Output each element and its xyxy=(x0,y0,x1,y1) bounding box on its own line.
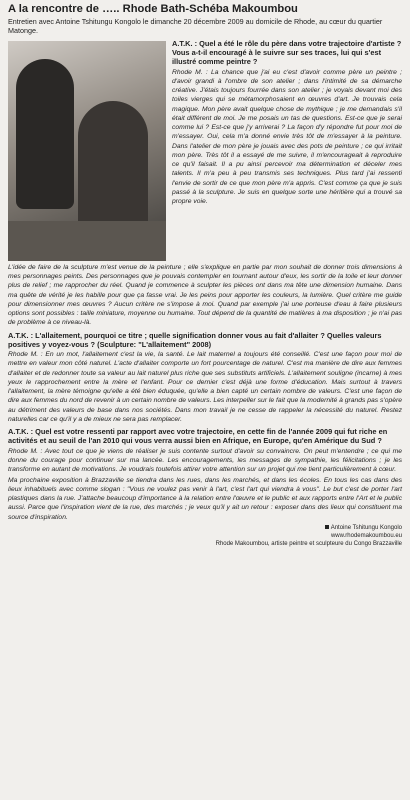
page-title xyxy=(8,2,402,16)
author-name: Antoine Tshitungu Kongolo xyxy=(330,524,402,531)
answer-2-paragraph-1: Rhode M. : En un mot, l'allaitement c'est la vie, la santé. Le lait maternel a toujours été conseillé. C'est une façon pour moi de mettre en valeur mon côté naturel. L'acte d'allaiter comporte un fort pourcentage de naturel. C'est ma manière de dire aux femmes d'allaiter et de redonner toute sa valeur au lait naturel plus riche que ses substituts artificiels. L'allaitement souligne (incarne) à mes yeux le rapprochement entre la mère et l'enfant. Pour ce dernier c'est déjà une forme d'éducation. Mais surtout à travers l'allaitement, la mère témoigne qu'elle a été bien éduquée, qu'elle a bien capté un certain nombre de valeurs. C'est une façon de dire aux femmes du nord de revenir à un certain nombre de valeurs. Les interpeller sur le fait que la modernité à grands pas s'opère au détriment des valeurs de base dans nos sociétés. Dans mon travail je ne cesse de rappeler la nécessité du naturel. Restez naturelles car ce qu'il y a de mieux ne sera pas remplacer. xyxy=(8,351,402,423)
sculpture-shape xyxy=(16,59,74,209)
artist-photo xyxy=(8,41,166,261)
answer-3-paragraph-2: Ma prochaine exposition à Brazzaville se tiendra dans les rues, dans les marchés, et dans les écoles. En tous les cas dans des lieux inhabituels avec comme slogan : "Vous ne voulez pas venir à l'art, c'est l'art qui viendra à vous". Le but c'est de porter l'art plastiques dans la rue. J'attache beaucoup d'importance à la relation entre l'œuvre et le public et aux rapports entre l'Art et le public aussi. Parce que l'inspiration vient de la rue, des marchés ; je veux qu'il y ait un retour : exposer dans des lieux qui constituent ma source d'inspiration. xyxy=(8,476,402,521)
title-name: Rhode Bath-Schéba Makoumbou xyxy=(122,3,298,15)
answer-1-paragraph-2: L'idée de faire de la sculpture m'est venue de la peinture ; elle s'explique en partie par mon souhait de donner trois dimensions à mes personnages peints. Des personnages que je pouvais contempler en tournant autour d'eux, les sortir de la toile et leur donner plus de relief ; me rapprocher du réel. Quand je commence à sculpter les pièces ont dans ma tête une dimension humaine. Dans ma quête de vérité je les habille pour que ça fasse vrai. Je les peins pour apporter les couleurs, la lumière. Quel critère me guide pour dimensionner mes œuvres ? Aucun critère ne s'impose à moi. Quand par exemple j'ai une porteuse d'eau à faire plusieurs options sont possibles : taille miniature, moyenne ou humaine. Tout dépend de la quantité de matières à ma disposition ; je n'ai pas de problème à ce niveau-là. xyxy=(8,263,402,327)
photo-caption: Rhode Makoumbou, artiste peintre et sculpteure du Congo Brazzaville xyxy=(215,540,402,547)
question-1: A.T.K. : Quel a été le rôle du père dans votre trajectoire d'artiste ? Vous a-t-il encouragé à le suivre sur ses traces, lui qui s'est illustré comme peintre ? xyxy=(172,38,402,67)
question-3: A.T.K. : Quel est votre ressenti par rapport avec votre trajectoire, en cette fin de l'année 2009 qui fut riche en activités et au seuil de l'an 2010 qui vous verra aussi bien en Afrique, en Europe, qu'en Amérique du Sud ? xyxy=(8,427,388,446)
answer-1-paragraph-1: Rhode M. : La chance que j'ai eu c'est d'avoir comme père un peintre ; d'avoir grandi à l'ombre de son atelier ; dans l'intimité de sa démarche créative. J'étais toujours fourrée dans son atelier ; je voyais devant moi des toiles vierges qui se métamorphosaient en œuvres d'art. Je trouvais cela magique. Mon père avait quelque chose de mythique ; je me demandais s'il était différent de moi. Je me posais un tas de questions. Est-ce que je serai comme lui ? Est-ce que j'y arriverai ? La façon d'y répondre fut pour moi de m'essayer. Oui, cela m'a donné envie très tôt de m'essayer à la peinture. Dans l'atelier de mon père je jouais avec des pots de peinture ; ce qui irritait mon père. Très tôt il a essayé de me suivre, il m'encourageait à reproduire ce qu'il faisait. Il a pu ainsi percevoir ma détermination et déceler mes talents. Il m'a peu à peu transmis ses techniques. Plus tard j'ai ressenti l'envie de sortir de ce que mon père m'a appris. C'est comme ça que je suis passé à la sculpture. Je suis en quelque sorte une héritière qui a trouvé sa propre voie. xyxy=(172,68,402,206)
artist-silhouette xyxy=(78,101,148,231)
question-2: A.T.K. : L'allaitement, pourquoi ce titre ; quelle signification donner vous au fait d'allaiter ? Quelles valeurs positives y voyez-vous ? (Sculpture: "L'allaitement" 2008) xyxy=(8,330,382,349)
title-prefix: A la rencontre de ….. xyxy=(8,3,120,15)
author-signature xyxy=(8,524,402,532)
photo-foreground xyxy=(8,221,166,261)
answer-3-paragraph-1: Rhode M. : Avec tout ce que je viens de réaliser je suis contente surtout d'avoir su convaincre. On peut m'entendre ; ce qui me donne du courage pour continuer sur ma lancée. Les encouragements, les messages de sympathie, les félicitations ; je les transforme en autant de motivations. Je voudrais toutefois attirer votre attention sur un projet qui me tient particulièrement à cœur. xyxy=(8,447,402,474)
bullet-icon xyxy=(325,525,329,529)
website-link[interactable]: www.rhodemakoumbou.eu xyxy=(330,532,402,539)
intro-text: Entretien avec Antoine Tshitungu Kongolo le dimanche 20 décembre 2009 au domicile de Rhode, au cœur du quartier Matonge. xyxy=(8,17,383,36)
